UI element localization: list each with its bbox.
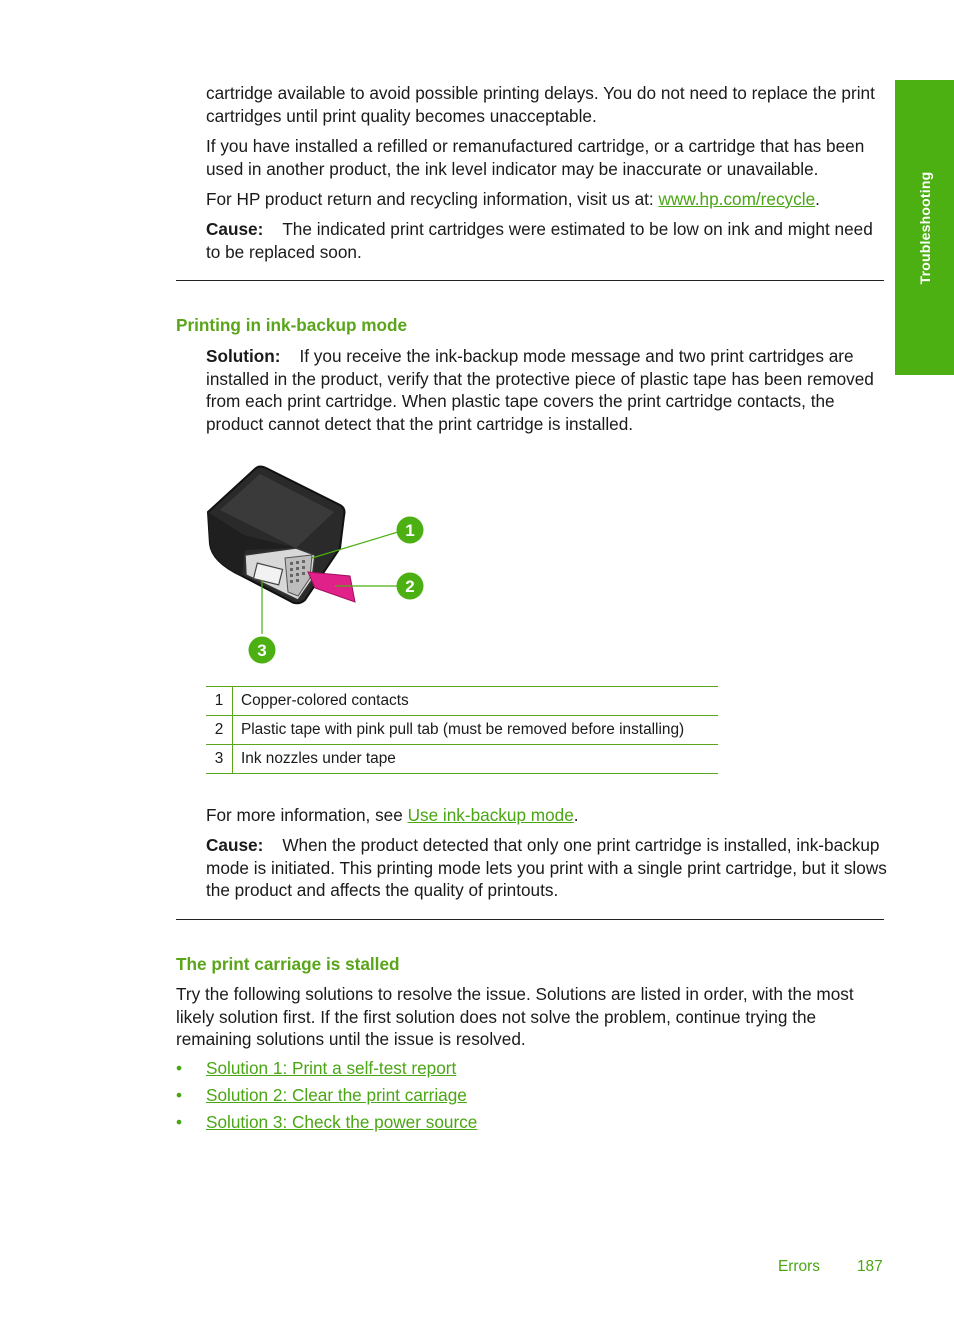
table-row: [206, 745, 718, 774]
carriage-intro: Try the following solutions to resolve the issue. Solutions are listed in order, with the most likely solution first. If the first solution does not solve the problem, continue trying the remaining solutions until the issue is resolved.: [176, 984, 854, 1049]
more-info-text: For more information, see: [206, 805, 408, 825]
solution-paragraph: [206, 345, 890, 435]
solution-3-link[interactable]: Solution 3: Check the power source: [206, 1112, 478, 1132]
recycle-period: .: [815, 189, 820, 209]
divider: [176, 919, 884, 920]
table-row: [206, 687, 718, 716]
legend-number: 1: [206, 687, 233, 716]
solution-label: Solution:: [206, 346, 281, 366]
table-row: [206, 716, 718, 745]
intro-paragraph-2: If you have installed a refilled or remanufactured cartridge, or a cartridge that has been used in another product, the ink level indicator may be inaccurate or unavailable.: [206, 136, 865, 179]
more-info-period: .: [573, 805, 579, 825]
recycle-text: For HP product return and recycling information, visit us at:: [206, 189, 659, 209]
cause-label: Cause:: [206, 835, 264, 855]
list-item: [176, 1057, 477, 1084]
callout-legend-table: [206, 686, 718, 774]
print-cartridge-illustration: [200, 460, 440, 670]
solution-1-link[interactable]: Solution 1: Print a self-test report: [206, 1058, 457, 1078]
solution-text: If you receive the ink-backup mode message and two print cartridges are installed in the product, verify that the protective piece of plastic tape has been removed from each print cartridge. When plastic tape covers the print cartridge contacts, the product cannot detect that the print cartridge is installed.: [206, 346, 874, 434]
legend-description: Ink nozzles under tape: [233, 745, 719, 774]
page-number: 187: [857, 1258, 883, 1275]
recycle-link[interactable]: www.hp.com/recycle: [658, 189, 816, 209]
divider: [176, 280, 884, 281]
callout-3-label: 3: [257, 641, 267, 660]
legend-description: Copper-colored contacts: [233, 687, 719, 716]
legend-description: Plastic tape with pink pull tab (must be removed before installing): [233, 716, 719, 745]
section-tab: [895, 80, 954, 375]
legend-number: 3: [206, 745, 233, 774]
solutions-list: [176, 1057, 477, 1138]
callout-2-label: 2: [405, 577, 415, 596]
bullet: •: [176, 1058, 183, 1078]
list-item: [176, 1084, 477, 1111]
bullet: •: [176, 1112, 183, 1132]
cause-text: The indicated print cartridges were estimated to be low on ink and might need to be replaced soon.: [206, 219, 873, 262]
footer-section-name: Errors: [778, 1258, 820, 1275]
callout-1-label: 1: [405, 521, 415, 540]
cause-label: Cause:: [206, 219, 264, 239]
list-item: [176, 1111, 477, 1138]
recycle-paragraph: [206, 188, 886, 211]
more-info-paragraph: [206, 804, 886, 827]
cause-paragraph-2: [206, 834, 890, 902]
ink-backup-mode-link[interactable]: Use ink-backup mode: [407, 805, 574, 825]
intro-paragraph-1: cartridge available to avoid possible printing delays. You do not need to replace the print cartridges until print quality becomes unacceptable.: [206, 83, 875, 126]
cause-text: When the product detected that only one print cartridge is installed, ink-backup mode is initiated. This printing mode lets you print with a single print cartridge, but it slows the product and affects the quality of printouts.: [206, 835, 887, 900]
legend-number: 2: [206, 716, 233, 745]
solution-2-link[interactable]: Solution 2: Clear the print carriage: [206, 1085, 467, 1105]
cause-paragraph-1: [206, 218, 886, 263]
section-heading-ink-backup: Printing in ink-backup mode: [176, 315, 408, 335]
section-tab-label: Troubleshooting: [916, 171, 933, 284]
section-heading-carriage: The print carriage is stalled: [176, 954, 400, 974]
bullet: •: [176, 1085, 183, 1105]
